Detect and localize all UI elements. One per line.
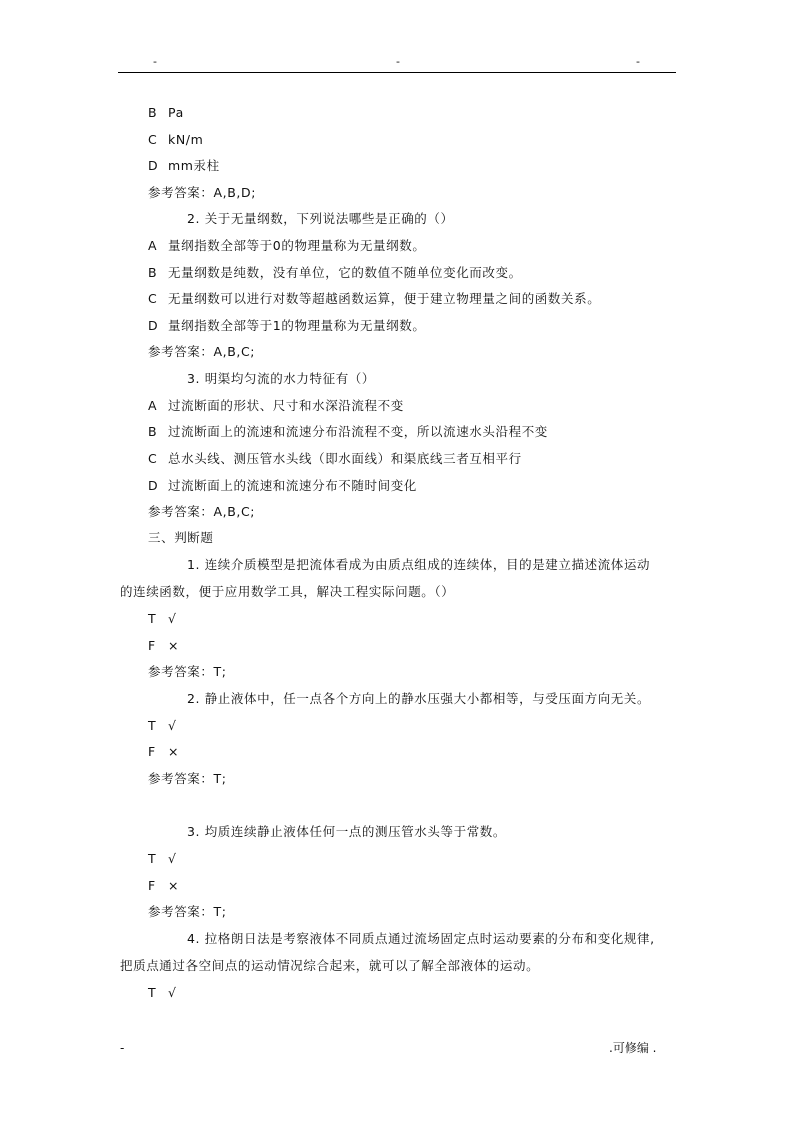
q3-stem: 3. 明渠均匀流的水力特征有（） <box>187 371 376 386</box>
q3-option-c <box>148 451 522 467</box>
check-icon: √ <box>168 611 177 626</box>
j1-stem-line1: 1. 连续介质模型是把流体看成为由质点组成的连续体，目的是建立描述流体运动 <box>187 557 651 572</box>
option-text: Pa <box>168 105 184 120</box>
q2-option-d <box>148 318 425 334</box>
q2-stem: 2. 关于无量纲数，下列说法哪些是正确的（） <box>187 211 454 226</box>
q2-option-c <box>148 291 600 307</box>
option-letter: A <box>148 238 158 253</box>
option-text: mm汞柱 <box>168 158 220 173</box>
option-text: 无量纲数是纯数，没有单位，它的数值不随单位变化而改变。 <box>168 265 522 280</box>
j1-stem-line2: 的连续函数，便于应用数学工具，解决工程实际问题。（） <box>120 584 455 599</box>
option-letter: T <box>148 611 157 626</box>
j2-option-t <box>148 718 177 734</box>
q3-option-a <box>148 398 404 414</box>
option-text: 过流断面上的流速和流速分布不随时间变化 <box>168 478 417 493</box>
option-letter: C <box>148 451 158 466</box>
option-letter: B <box>148 265 158 280</box>
j1-answer: 参考答案：T; <box>148 664 227 679</box>
option-letter: F <box>148 878 156 893</box>
cross-icon: × <box>168 638 180 653</box>
header-dash-center: - <box>396 55 400 68</box>
option-letter: D <box>148 478 159 493</box>
option-text: kN/m <box>168 132 204 147</box>
option-text: 总水头线、测压管水头线（即水面线）和渠底线三者互相平行 <box>168 451 522 466</box>
option-letter: F <box>148 638 156 653</box>
j3-option-t <box>148 851 177 867</box>
j1-option-t <box>148 611 177 627</box>
option-letter: B <box>148 424 158 439</box>
j3-stem: 3. 均质连续静止液体任何一点的测压管水头等于常数。 <box>187 824 507 839</box>
header-dash-left: - <box>153 55 157 68</box>
q2-option-b <box>148 265 522 281</box>
s1-option-b <box>148 105 184 121</box>
option-letter: C <box>148 132 158 147</box>
option-text: 过流断面上的流速和流速分布沿流程不变，所以流速水头沿程不变 <box>168 424 548 439</box>
q3-option-b <box>148 424 548 440</box>
option-letter: T <box>148 985 157 1000</box>
header-dash-right: - <box>636 55 640 68</box>
option-letter: F <box>148 744 156 759</box>
option-text: 量纲指数全部等于0的物理量称为无量纲数。 <box>168 238 426 253</box>
option-letter: A <box>148 398 158 413</box>
q3-option-d <box>148 478 417 494</box>
footer-dash-left: - <box>120 1041 125 1055</box>
option-letter: D <box>148 318 159 333</box>
check-icon: √ <box>168 718 177 733</box>
q2-option-a <box>148 238 425 254</box>
option-text: 过流断面的形状、尺寸和水深沿流程不变 <box>168 398 404 413</box>
q2-answer: 参考答案：A,B,C; <box>148 344 256 359</box>
q3-answer: 参考答案：A,B,C; <box>148 504 256 519</box>
option-letter: T <box>148 851 157 866</box>
option-text: 无量纲数可以进行对数等超越函数运算，便于建立物理量之间的函数关系。 <box>168 291 601 306</box>
j2-option-f <box>148 744 179 760</box>
section-title-judgement: 三、判断题 <box>148 530 214 545</box>
option-letter: T <box>148 718 157 733</box>
j4-stem-line2: 把质点通过各空间点的运动情况综合起来，就可以了解全部液体的运动。 <box>120 958 540 973</box>
check-icon: √ <box>168 985 177 1000</box>
j1-option-f <box>148 638 179 654</box>
check-icon: √ <box>168 851 177 866</box>
j4-stem-line1: 4. 拉格朗日法是考察液体不同质点通过流场固定点时运动要素的分布和变化规律, <box>187 931 655 946</box>
j4-option-t <box>148 985 177 1001</box>
j3-answer: 参考答案：T; <box>148 904 227 919</box>
header-rule <box>118 72 676 73</box>
j3-option-f <box>148 878 179 894</box>
option-text: 量纲指数全部等于1的物理量称为无量纲数。 <box>168 318 426 333</box>
option-letter: D <box>148 158 159 173</box>
s1-option-c <box>148 132 203 148</box>
cross-icon: × <box>168 744 180 759</box>
j2-answer: 参考答案：T; <box>148 771 227 786</box>
s1-option-d <box>148 158 220 174</box>
option-letter: C <box>148 291 158 306</box>
s1-answer: 参考答案：A,B,D; <box>148 185 257 200</box>
footer-editable-note: .可修编 . <box>609 1041 657 1055</box>
j2-stem: 2. 静止液体中，任一点各个方向上的静水压强大小都相等，与受压面方向无关。 <box>187 691 651 706</box>
option-letter: B <box>148 105 158 120</box>
cross-icon: × <box>168 878 180 893</box>
